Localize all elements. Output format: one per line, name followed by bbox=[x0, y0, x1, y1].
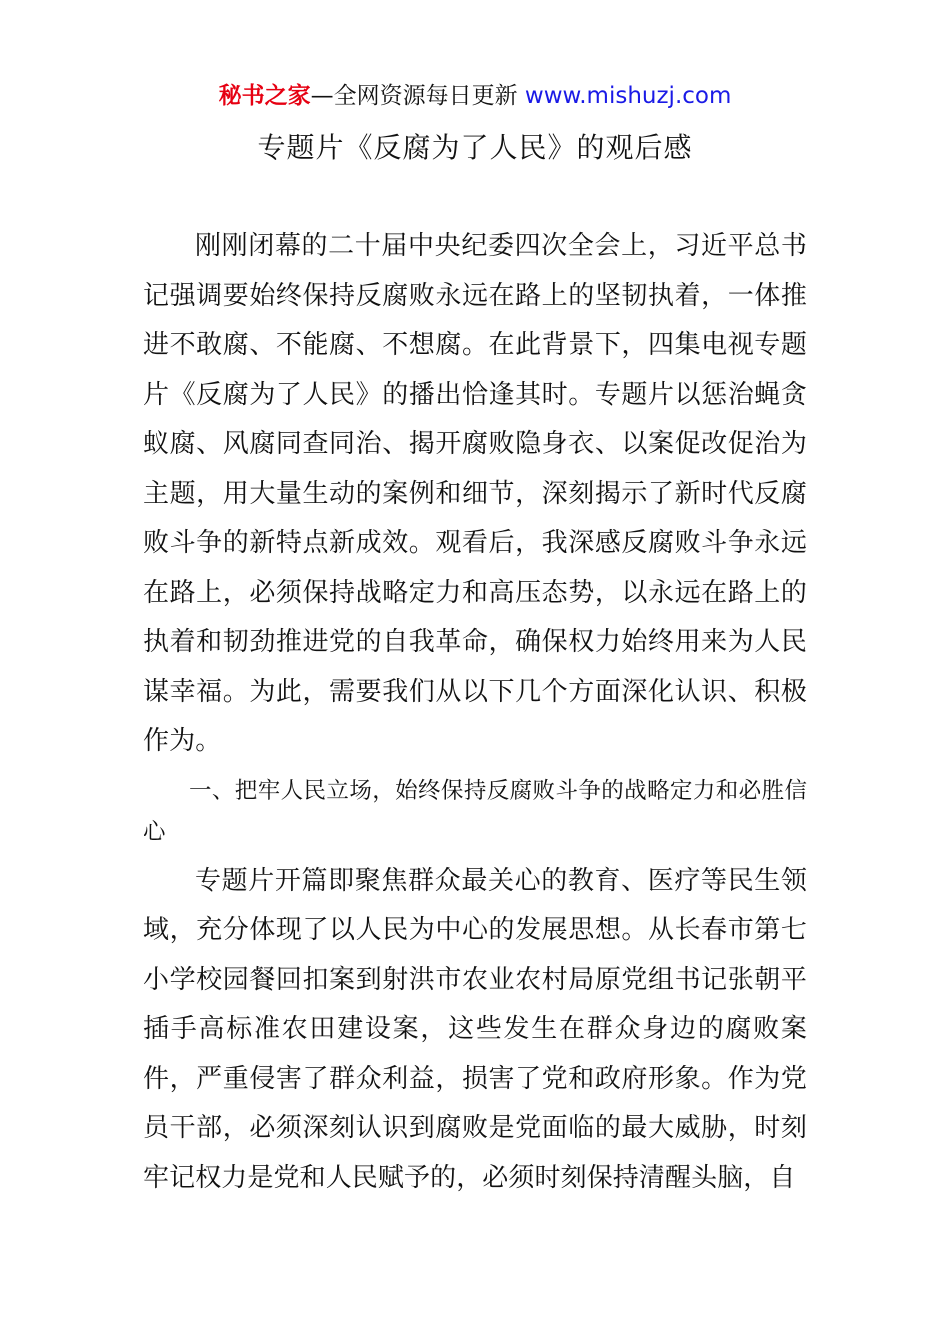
site-tagline: —全网资源每日更新 bbox=[310, 83, 525, 109]
site-header bbox=[0, 80, 950, 112]
document-body bbox=[143, 222, 807, 1203]
paragraph-section-1: 专题片开篇即聚焦群众最关心的教育、医疗等民生领域，充分体现了以人民为中心的发展思想。从长春市第七小学校园餐回扣案到射洪市农业农村局原党组书记张朝平插手高标准农田建设案，这些发生在群众身边的腐败案件，严重侵害了群众利益，损害了党和政府形象。作为党员干部，必须深刻认识到腐败是党面临的最大威胁，时刻牢记权力是党和人民赋予的，必须时刻保持清醒头脑，自 bbox=[143, 865, 807, 1193]
site-url-link[interactable]: www.mishuzj.com bbox=[524, 83, 732, 109]
paragraph-intro: 刚刚闭幕的二十届中央纪委四次全会上，习近平总书记强调要始终保持反腐败永远在路上的坚韧执着，一体推进不敢腐、不能腐、不想腐。在此背景下，四集电视专题片《反腐为了人民》的播出恰逢其时。专题片以惩治蝇贪蚁腐、风腐同查同治、揭开腐败隐身衣、以案促改促治为主题，用大量生动的案例和细节，深刻揭示了新时代反腐败斗争的新特点新成效。观看后，我深感反腐败斗争永远在路上，必须保持战略定力和高压态势，以永远在路上的执着和韧劲推进党的自我革命，确保权力始终用来为人民谋幸福。为此，需要我们从以下几个方面深化认识、积极作为。 bbox=[143, 231, 807, 756]
site-brand: 秘书之家 bbox=[218, 83, 311, 109]
document-title: 专题片《反腐为了人民》的观后感 bbox=[257, 131, 693, 164]
section-heading-1: 一、把牢人民立场，始终保持反腐败斗争的战略定力和必胜信心 bbox=[143, 777, 807, 845]
